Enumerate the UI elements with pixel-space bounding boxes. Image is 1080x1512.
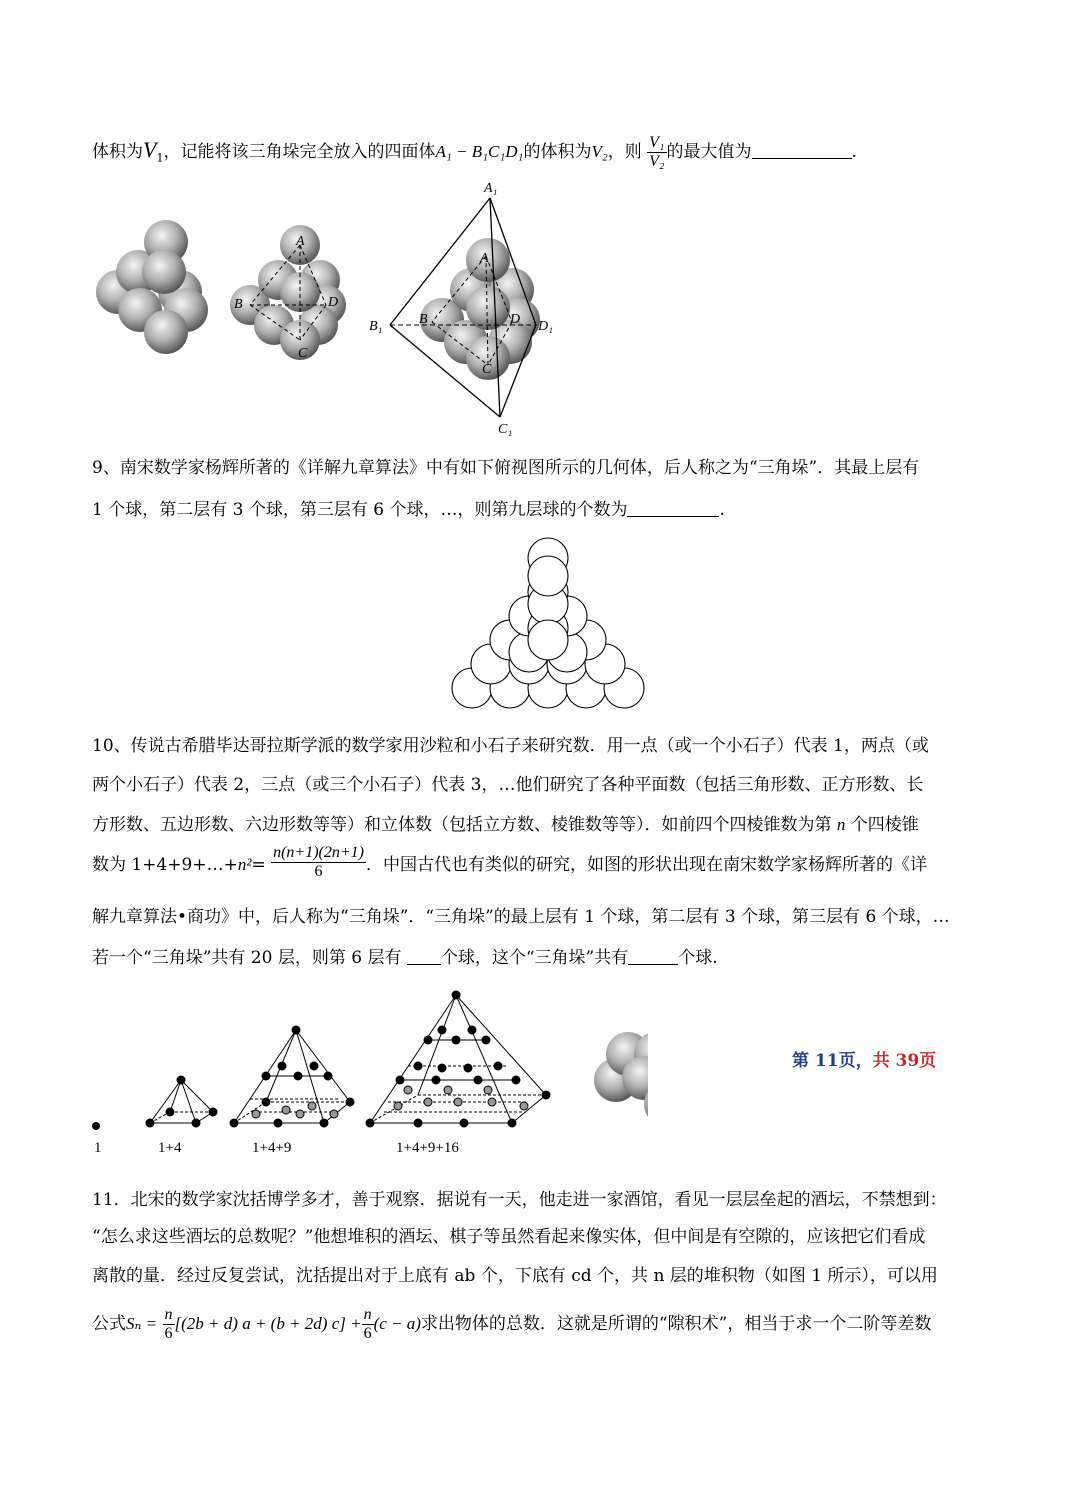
q9-answer-blank (627, 498, 719, 517)
label-B-mid: B (234, 297, 243, 312)
label-B-right: B (419, 312, 428, 327)
label-D-right: D (510, 312, 521, 327)
label-C1: C₁ (498, 422, 513, 437)
ratio-fraction: $\frac{\text{V₁}}{\text{V₂}}$ (649, 134, 665, 170)
caption-1: 1 (94, 1140, 102, 1156)
caption-1-4: 1+4 (158, 1140, 182, 1156)
page-indicator: 第 11页，共 39页 (792, 1051, 937, 1071)
pyramid-2 (146, 1076, 217, 1127)
q10-blank-layer6 (407, 946, 441, 965)
figure-triangular-stack-top-view (450, 536, 650, 714)
ball-stack-left (96, 220, 208, 354)
caption-1-4-9-16: 1+4+9+16 (396, 1140, 459, 1156)
q10-line-4: 数为 1+4+9+…+n²= $\frac{n(n+1)(2n+1)}{6}$ ．中国古代也有类似的研究，如图的形状出现在南宋数学家杨辉所著的《详 (92, 844, 927, 880)
label-D1: D₁ (538, 319, 553, 334)
q10-line-2: 两个小石子）代表 2，三点（或三个小石子）代表 3，…他们研究了各种平面数（包括三角形数、正方形数、长 (92, 775, 924, 795)
figure-triangular-stack (88, 180, 608, 440)
label-B1: B₁ (369, 319, 383, 334)
label-C-right: C (482, 362, 492, 377)
q9-line-2: 1 个球，第二层有 3 个球，第三层有 6 个球，…，则第九层球的个数为 . (92, 500, 725, 520)
label-A1: A₁ (484, 181, 498, 196)
q10-line-5: 解九章算法•商功》中，后人称为“三角垛”．“三角垛”的最上层有 1 个球，第二层有 3 个球，第三层有 6 个球，… (92, 907, 950, 927)
label-D-mid: D (328, 295, 339, 310)
figure-square-pyramids (88, 990, 648, 1138)
ball-stack-square (594, 1032, 648, 1126)
pyramid-sum-fraction: $\frac{n(n+1)(2n+1)}{6}$ (273, 844, 364, 880)
label-A-mid: A (296, 234, 305, 249)
label-A-right: A (480, 251, 489, 266)
v2-symbol: V₂ (591, 142, 608, 161)
q10-line-1: 10、传说古希腊毕达哥拉斯学派的数学家用沙粒和小石子来研究数．用一点（或一个小石子）代表 1，两点（或 (92, 736, 929, 756)
ball-stack-middle (230, 225, 346, 361)
v1-symbol: V (143, 137, 157, 162)
q10-line-6: 若一个“三角垛”共有 20 层，则第 6 层有 个球，这个“三角垛”共有 个球. (92, 948, 718, 968)
q10-line-3: 方形数、五边形数、六边形数等等）和立体数（包括立方数、棱锥数等等）．如前四个四棱锥数为第 n 个四棱锥 (92, 815, 919, 835)
answer-blank (752, 140, 852, 159)
tetrahedron-name: A₁ − B₁C₁D₁ (435, 142, 524, 161)
q11-line-3: 离散的量．经过反复尝试，沈括提出对于上底有 ab 个，下底有 cd 个，共 n 层的堆积物（如图 1 所示），可以用 (92, 1266, 938, 1286)
q11-line-2: “怎么求这些酒坛的总数呢？”他想堆积的酒坛、棋子等虽然看起来像实体，但中间是有空隙的，应该把它们看成 (92, 1227, 926, 1247)
q9-line-1: 9、南宋数学家杨辉所著的《详解九章算法》中有如下俯视图所示的几何体，后人称之为“三角垛”．其最上层有 (92, 458, 920, 478)
tetrahedron-with-stack (369, 181, 553, 437)
q10-blank-total (628, 946, 678, 965)
pyramid-4 (366, 991, 550, 1127)
label-C-mid: C (298, 346, 308, 361)
pyramid-3 (230, 1026, 354, 1127)
q11-line-4: 公式Sₙ = $\frac{n}{6}$ [(2b + d) a + (b + 2d) c] + $\frac{n}{6}$ (c − a)求出物体的总数．这就是所谓的“隙积术”，相当于求一个二阶等差数 (92, 1306, 932, 1342)
intro-line: 体积为$V_1$，记能将该三角垛完全放入的四面体A₁ − B₁C₁D₁的体积为V₂，则 $\frac{\text{V₁}}{\text{V₂}}$ 的最大值为 . (92, 134, 857, 170)
q11-line-1: 11．北宋的数学家沈括博学多才，善于观察．据说有一天，他走进一家酒馆，看见一层层垒起的酒坛，不禁想到： (92, 1190, 947, 1210)
caption-1-4-9: 1+4+9 (252, 1140, 292, 1156)
